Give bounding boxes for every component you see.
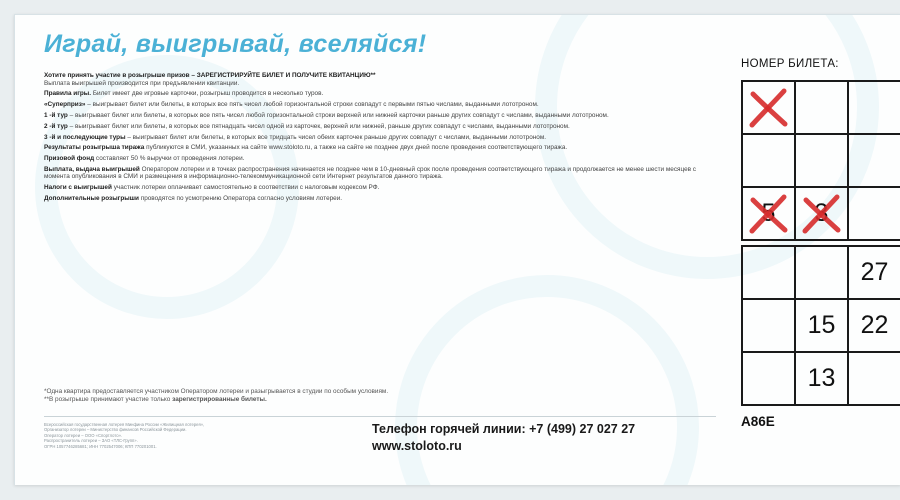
footnotes [44, 388, 716, 404]
cell-number: 27 [860, 258, 889, 286]
rules-intro: Хотите принять участие в розыгрыше призов – ЗАРЕГИСТРИРУЙТЕ БИЛЕТ И ПОЛУЧИТЕ КВИТАНЦИЮ** Выплата выигрышей производится при предъявлении квитанции. [44, 72, 376, 87]
cell-number: 13 [807, 364, 836, 392]
rules-paragraph: 1 -й тур – выигрывает билет или билеты, в которых все пять чисел любой горизонтальной строки верхней или нижней карточки раньше других совпадут с числами, выданными лототроном. [44, 111, 609, 119]
legal-info [44, 422, 344, 449]
cross-mark-icon [746, 191, 791, 236]
cell-number: 22 [860, 311, 889, 339]
card-cell[interactable] [795, 299, 848, 352]
ticket-number-label: НОМЕР БИЛЕТА: [741, 58, 839, 70]
footnote: **В розыгрыше принимают участие только зарегистрированные билеты. [44, 395, 267, 403]
rules-paragraph: Правила игры. Билет имеет две игровые карточки, розыгрыш проводится в несколько туров. [44, 90, 324, 98]
cell-number: 3 [814, 199, 829, 227]
card-row [742, 246, 900, 299]
slogan-heading: Играй, выигрывай, вселяйся! [44, 30, 427, 58]
cell-number: 5 [761, 199, 776, 227]
card-row [742, 352, 900, 405]
divider [44, 416, 716, 417]
hotline-block [372, 421, 635, 455]
hotline-site: www.stoloto.ru [372, 439, 462, 453]
rules-text [44, 72, 716, 206]
legal-line: ОГРН 1057746285681; ИНН 7702547006; КПП 770201001. [44, 443, 157, 449]
card-cell[interactable] [848, 352, 900, 405]
card-row [742, 187, 900, 240]
ticket-series: A86E [741, 414, 775, 429]
legal-line: Организатор лотереи – Министерство финансов Российской Федерации. [44, 427, 187, 433]
rules-paragraph: Результаты розыгрыша тиража публикуются в СМИ, указанных на сайте www.stoloto.ru, а также на сайте не позднее двух дней после проведения соответствующего тиража. [44, 144, 568, 152]
card-cell[interactable] [742, 246, 795, 299]
card-cell[interactable] [742, 134, 795, 187]
rules-paragraph: Дополнительные розыгрыши проводятся по усмотрению Оператора согласно условиям лотереи. [44, 195, 343, 202]
card-cell[interactable] [795, 81, 848, 134]
footnote: *Одна квартира предоставляется участником Оператором лотереи и разыгрывается в студии по особым условиям. [44, 388, 389, 395]
upper-card-grid [741, 80, 900, 241]
card-cell[interactable] [742, 81, 795, 134]
rules-paragraph: Выплата, выдача выигрышей Оператором лотереи и в точках распространения начинается не позднее чем в 10-дневный срок после проведения соответствующего тиража и продолжается не менее шести месяцев с момента опубликования в СМИ и размещения в информационно-телекоммуникационной сети Интернет результатов данного тиража. [44, 165, 696, 181]
legal-line: Всероссийская государственная лотерея Минфина России «Жилищная лотерея», [44, 422, 205, 427]
rules-paragraph: Призовой фонд составляет 50 % выручки от проведения лотереи. [44, 155, 245, 163]
card-row [742, 299, 900, 352]
card-cell[interactable] [742, 187, 795, 240]
cell-number: 15 [807, 311, 836, 339]
card-cell[interactable] [795, 246, 848, 299]
card-row [742, 81, 900, 134]
card-cell[interactable] [848, 187, 900, 240]
card-cell[interactable] [742, 352, 795, 405]
legal-line: Распространитель лотереи – ЗАО «ТЛС-Групп». [44, 438, 138, 444]
card-cell[interactable] [742, 299, 795, 352]
card-row [742, 134, 900, 187]
rules-paragraph: «Суперприз» – выигрывает билет или билеты, в которых все пять чисел любой горизонтальной строки совпадут с первыми пятью числами, выданными лототроном. [44, 101, 539, 109]
card-cell[interactable] [795, 187, 848, 240]
legal-line: Оператор лотереи – ООО «Спортлото». [44, 432, 123, 438]
card-cell[interactable] [795, 134, 848, 187]
card-cell[interactable] [848, 299, 900, 352]
cross-mark-icon [799, 191, 844, 236]
rules-paragraph: 3 -й и последующие туры – выигрывает билет или билеты, в которых все тридцать чисел обеих карточек раньше других совпадут с числами, выданными лототроном. [44, 133, 547, 141]
card-cell[interactable] [848, 81, 900, 134]
cross-mark-icon [746, 85, 791, 130]
card-cell[interactable] [795, 352, 848, 405]
rules-paragraph: Налоги с выигрышей участник лотереи оплачивает самостоятельно в соответствии с налоговым кодексом РФ. [44, 184, 380, 192]
lower-card-grid [741, 245, 900, 406]
card-cell[interactable] [848, 246, 900, 299]
hotline-phone: Телефон горячей линии: +7 (499) 27 027 27 [372, 422, 636, 436]
card-cell[interactable] [848, 134, 900, 187]
rules-paragraph: 2 -й тур – выигрывает билет или билеты, в которых все пятнадцать чисел одной из карточек, верхней или нижней, раньше других совпадут с числами, выданными лототроном. [44, 122, 570, 130]
